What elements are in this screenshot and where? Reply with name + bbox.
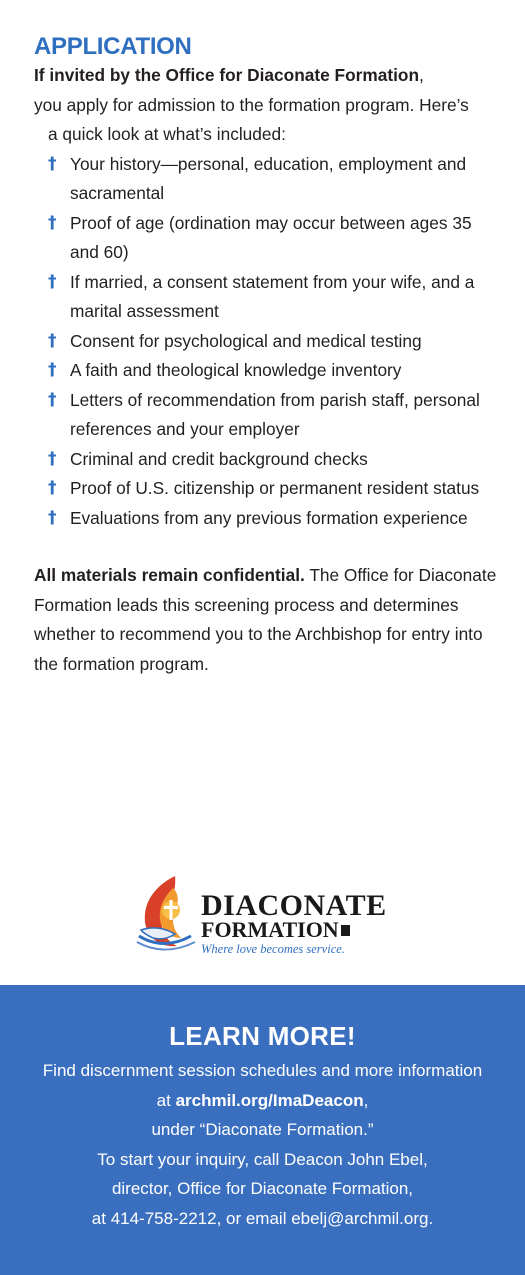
- logo-mark-icon: [341, 925, 350, 936]
- footer-line-1: Find discernment session schedules and more information: [42, 1061, 483, 1080]
- footer-title: LEARN MORE!: [169, 1021, 356, 1051]
- list-item: † If married, a consent statement from your wife, and a marital assessment: [48, 268, 504, 327]
- diaconate-formation-logo: [135, 872, 387, 956]
- application-section: [34, 33, 504, 679]
- list-item: † Evaluations from any previous formation experience: [48, 504, 504, 534]
- intro-paragraph: [34, 61, 504, 150]
- logo-line-1: DIACONATE: [201, 889, 387, 922]
- cross-icon: †: [48, 478, 57, 498]
- intro-line-2: you apply for admission to the formation program. Here’s: [34, 94, 469, 115]
- cross-icon: †: [48, 448, 57, 469]
- website-link[interactable]: archmil.org/ImaDeacon: [175, 1090, 364, 1110]
- intro-bold: If invited by the Office for Diaconate Formation: [34, 65, 420, 85]
- cross-icon: †: [48, 507, 57, 528]
- intro-line-3: a quick look at what’s included:: [48, 124, 286, 144]
- cross-icon: †: [48, 271, 57, 292]
- logo-tagline: Where love becomes service.: [201, 942, 345, 956]
- logo-text: [201, 889, 387, 957]
- cross-icon: †: [48, 360, 57, 380]
- cross-icon: †: [48, 212, 57, 233]
- closing-bold: All materials remain confidential.: [34, 565, 305, 585]
- footer-line-5: director, Office for Diaconate Formation,: [111, 1179, 414, 1198]
- logo-line-2: FORMATION: [201, 920, 387, 940]
- list-item: † Criminal and credit background checks: [48, 445, 504, 475]
- closing-text: The Office for Diaconate Formation leads this screening process and determines whether to recommend you to the Archbishop for entry into the formation program.: [34, 565, 497, 674]
- list-item: † Consent for psychological and medical testing: [48, 327, 504, 357]
- cross-icon: †: [48, 330, 57, 351]
- closing-paragraph: [34, 561, 504, 679]
- footer-line-2: at archmil.org/ImaDeacon,: [156, 1090, 369, 1110]
- footer-line-3: under “Diaconate Formation.”: [151, 1120, 374, 1139]
- intro-comma: ,: [419, 65, 424, 85]
- footer-line-6: at 414-758-2212, or email ebelj@archmil.org.: [91, 1208, 434, 1228]
- requirements-list: [34, 150, 504, 534]
- list-item: † A faith and theological knowledge inventory: [48, 356, 504, 386]
- list-item: † Proof of age (ordination may occur between ages 35 and 60): [48, 209, 504, 268]
- section-heading: APPLICATION: [34, 33, 192, 60]
- learn-more-footer: [0, 985, 525, 1275]
- cross-icon: †: [48, 389, 57, 410]
- footer-line-4: To start your inquiry, call Deacon John Ebel,: [97, 1149, 428, 1169]
- flame-dove-emblem: [135, 872, 201, 954]
- list-item: † Proof of U.S. citizenship or permanent resident status: [48, 474, 504, 504]
- list-item: † Your history—personal, education, employment and sacramental: [48, 150, 504, 209]
- cross-icon: †: [48, 153, 57, 174]
- list-item: † Letters of recommendation from parish staff, personal references and your employer: [48, 386, 504, 445]
